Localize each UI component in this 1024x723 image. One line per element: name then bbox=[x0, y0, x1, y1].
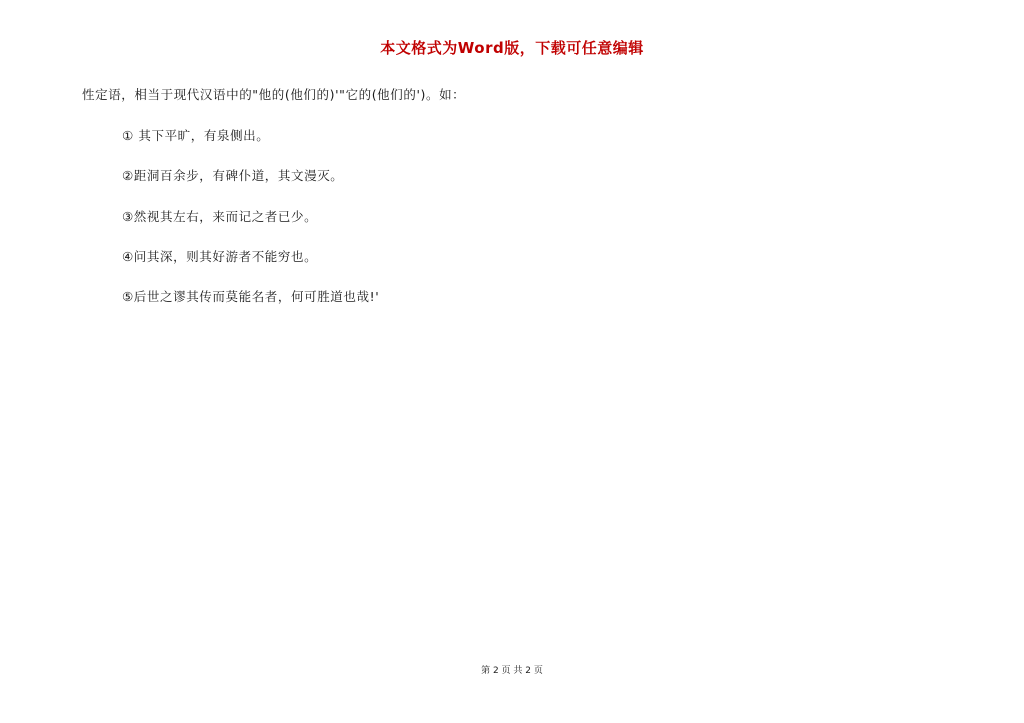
list-item: ④问其深，则其好游者不能穷也。 bbox=[122, 249, 318, 264]
page-number-footer: 第 2 页 共 2 页 bbox=[481, 666, 543, 676]
list-item: ③然视其左右，来而记之者已少。 bbox=[122, 209, 318, 224]
intro-paragraph: 性定语，相当于现代汉语中的"他的(他们的)'"它的(他们的')。如： bbox=[82, 87, 466, 102]
list-item: ⑤后世之谬其传而莫能名者，何可胜道也哉!' bbox=[122, 289, 380, 304]
list-item: ① 其下平旷，有泉侧出。 bbox=[122, 128, 270, 143]
list-item: ②距洞百余步，有碑仆道，其文漫灭。 bbox=[122, 168, 344, 183]
document-banner: 本文格式为Word版，下载可任意编辑 bbox=[380, 39, 644, 57]
